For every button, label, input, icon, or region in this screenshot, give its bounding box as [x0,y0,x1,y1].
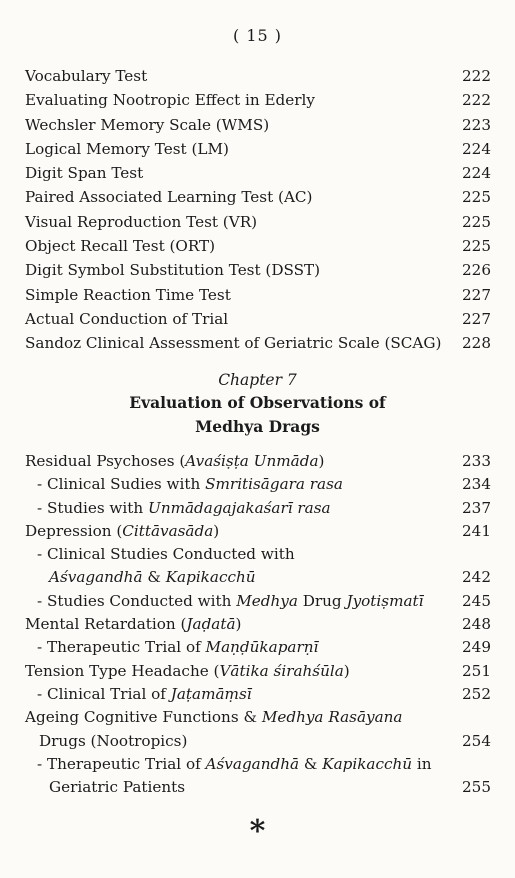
toc-entry [25,283,491,307]
toc-entry [25,307,491,331]
toc-subentry-geriatric-line-1 [25,753,491,776]
entry-page: 223 [462,115,491,134]
entry-page: 227 [462,285,491,304]
entry-title: Drugs (Nootropics) [39,731,188,750]
toc-entry-residual-psychoses [25,450,491,473]
toc-entry [25,88,491,112]
toc-section-2 [25,450,491,799]
entry-page: 226 [462,261,491,280]
toc-subentry-smritisagara [25,473,491,496]
toc-entry [25,331,491,355]
toc-subentry-jyotismati [25,590,491,613]
entry-page: 234 [462,475,491,494]
entry-page: 237 [462,498,491,517]
toc-subentry-unmadagajakasari [25,497,491,520]
entry-page: 255 [462,778,491,797]
toc-entry [25,258,491,282]
toc-subentry-jatamamsi [25,683,491,706]
entry-page: 248 [462,615,491,634]
toc-entry-mental-retardation [25,613,491,636]
toc-entry [25,64,491,88]
entry-title: - Studies with Unmādagajakaśarī rasa [37,498,331,517]
toc-entry [25,234,491,258]
toc-entry-ageing-line-1 [25,706,491,729]
toc-entry [25,161,491,185]
entry-title: - Clinical Studies Conducted with [37,545,295,564]
toc-entry [25,210,491,234]
entry-title: Wechsler Memory Scale (WMS) [25,115,270,134]
entry-page: 222 [462,67,491,85]
entry-title: - Studies Conducted with Medhya Drug Jyotiṣmatī [37,591,424,610]
entry-title: Depression (Cittāvasāda) [25,521,220,540]
entry-title: Logical Memory Test (LM) [25,139,229,158]
entry-page: 241 [462,521,491,540]
entry-title: Sandoz Clinical Assessment of Geriatric Scale (SCAG) [25,334,442,353]
entry-title: Object Recall Test (ORT) [25,237,216,256]
entry-title: Vocabulary Test [25,67,148,85]
entry-page: 222 [462,91,491,110]
entry-title: Digit Span Test [25,164,144,183]
entry-title: Ageing Cognitive Functions & Medhya Rasāyana [25,708,403,727]
entry-title: Geriatric Patients [49,778,186,797]
toc-entry-depression [25,520,491,543]
chapter-heading [0,369,515,439]
entry-page: 225 [462,237,491,256]
entry-page: 251 [462,661,491,680]
entry-title: - Clinical Sudies with Smritisāgara rasa [37,475,343,494]
entry-page: 225 [462,212,491,231]
page-number: ( 15 ) [232,26,282,45]
chapter-title-line-1: Evaluation of Observations of [129,393,386,412]
entry-title: Visual Reproduction Test (VR) [25,212,258,231]
toc-entry-ageing-line-2 [25,730,491,753]
toc-entry [25,113,491,137]
chapter-title-line-2: Medhya Drags [195,417,320,436]
entry-page: 242 [462,568,491,587]
entry-title: Paired Associated Learning Test (AC) [25,188,313,207]
toc-entry [25,137,491,161]
entry-title: Residual Psychoses (Avaśiṣṭa Unmāda) [25,452,325,470]
entry-title: Mental Retardation (Jaḍatā) [25,615,242,634]
toc-subentry-mandukaparni [25,636,491,659]
entry-title: Evaluating Nootropic Effect in Ederly [25,91,315,110]
entry-title: Aśvagandhā & Kapikacchū [49,568,256,587]
chapter-label: Chapter 7 [218,371,297,389]
toc-entry [25,185,491,209]
toc-entry-tension-headache [25,660,491,683]
entry-page: 245 [462,591,491,610]
entry-title: - Therapeutic Trial of Maṇḍūkaparṇī [37,638,319,657]
entry-page: 224 [462,164,491,183]
entry-page: 249 [462,638,491,657]
toc-subentry-clinical-studies-line-1 [25,543,491,566]
entry-title: Actual Conduction of Trial [25,309,229,328]
entry-page: 227 [462,309,491,328]
toc-section-1 [25,64,491,356]
entry-page: 225 [462,188,491,207]
entry-title: Tension Type Headache (Vātika śirahśūla) [25,661,350,680]
entry-page: 233 [462,452,491,470]
entry-page: 252 [462,684,491,703]
asterisk-icon: * [249,814,266,849]
entry-page: 254 [462,731,491,750]
toc-subentry-geriatric-line-2 [25,776,491,799]
entry-title: Digit Symbol Substitution Test (DSST) [25,261,321,280]
entry-title: - Therapeutic Trial of Aśvagandhā & Kapikacchū in [37,754,432,773]
entry-title: Simple Reaction Time Test [25,285,231,304]
entry-title: - Clinical Trial of Jaṭamāṃsī [37,684,252,703]
toc-subentry-clinical-studies-line-2 [25,566,491,589]
entry-page: 228 [462,334,491,353]
entry-page: 224 [462,139,491,158]
